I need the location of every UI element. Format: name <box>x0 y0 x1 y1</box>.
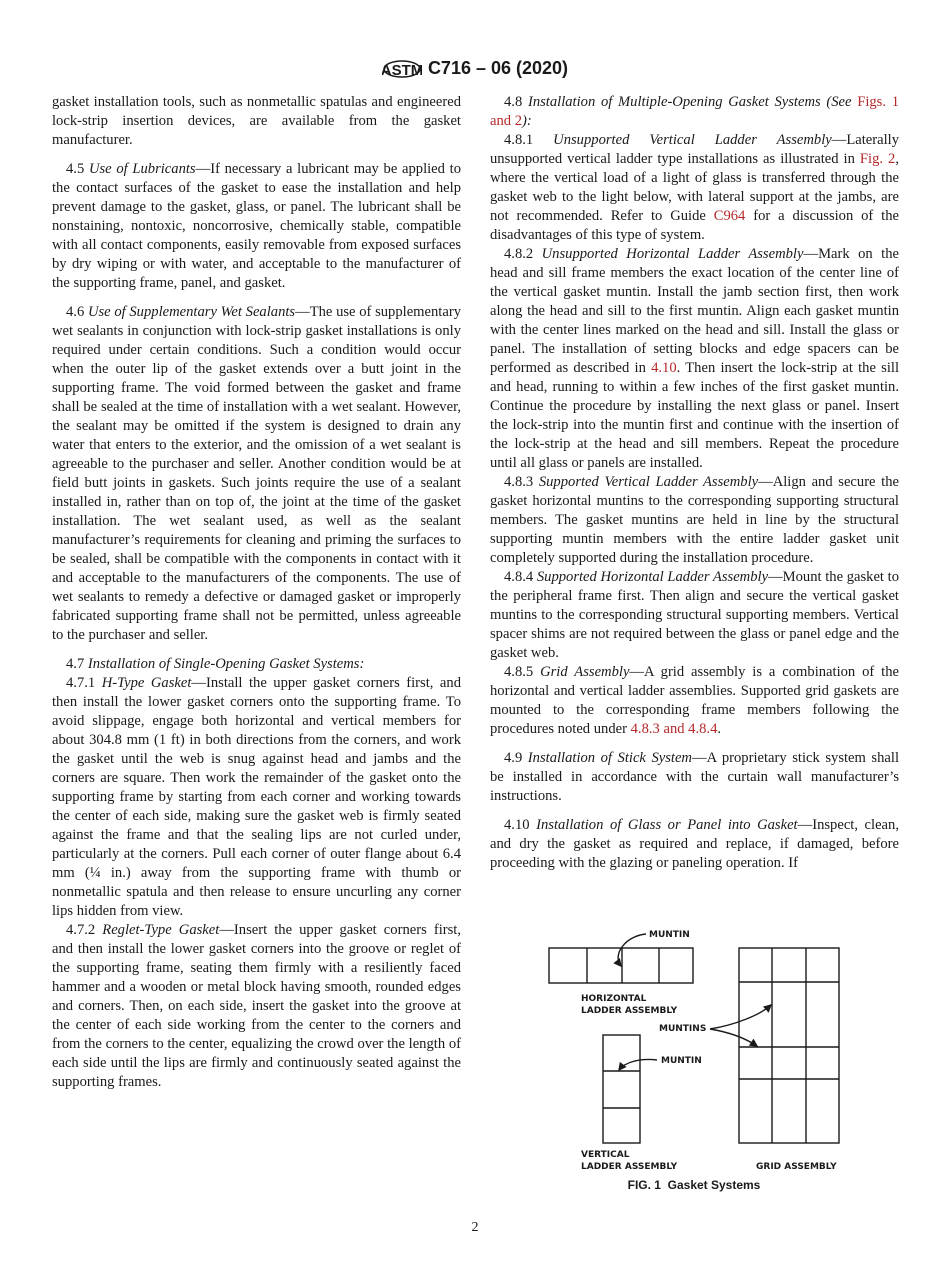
grid-label: GRID ASSEMBLY <box>756 1162 837 1172</box>
vertical-ladder-diagram <box>603 1035 657 1143</box>
standard-designation: C716 – 06 (2020) <box>427 57 569 78</box>
paragraph-4-8-1: 4.8.1 Unsupported Vertical Ladder Assembly—Laterally unsupported vertical ladder type installations as illustrated in Fig. 2, where the vertical load of a light of glass is transferred through the gasket web to the light below, with lateral support at the jambs, are not recommended. Refer to Guide C964 for a discussion of the disadvantages of this type of system. <box>490 132 899 243</box>
c964-link[interactable]: C964 <box>713 208 746 224</box>
paragraph-4-7-2: 4.7.2 Reglet-Type Gasket—Insert the upper gasket corners first, and then install the lower gasket corners into the groove or reglet of the supporting frame, seating them firmly with a resiliently faced hammer and a wooden or metal block having smooth, rounded edges and corners. Then, on each side, insert the gasket into the groove at the center of each side working from the center to the corners and from the corners to the center, equalizing the crowd over the length of each side until the lips are firmly and continuously seated against the supporting frames. <box>52 922 461 1090</box>
paragraph-4-6: 4.6 Use of Supplementary Wet Sealants—The use of supplementary wet sealants in conjunction with lock-strip gasket installations is only required under certain conditions. Such a condition would occur when the outer lip of the gasket extends over a butt joint in the supporting frame. The void formed between the gasket and frame shall be sealed at the time of installation with a wet sealant. However, the sealant may be omitted if the system is designed to drain any water that enters to the exterior, and the omission of a wet sealant is agreeable to the purchaser and seller. Another condition would be at field butt joints in gaskets. Such joints require the use of a sealant installed in, rather than on top of, the joint at the time of the gasket installation. The wet sealant used, as well as the sealant manufacturer’s requirements for cleaning and priming the surfaces to be sealed, shall be compatible with the components in contact with it and acceptable to the manufacturers of the components. The use of wet sealants to remedy a defective or damaged gasket or improperly fabricated supporting frame shall not be permitted, unless agreeable to the purchaser and seller. <box>52 304 461 643</box>
vertical-label-1: VERTICAL <box>581 1150 630 1160</box>
fig-2-link[interactable]: Fig. 2 <box>859 151 896 167</box>
page-number: 2 <box>471 1220 479 1235</box>
muntins-label: MUNTINS <box>659 1024 707 1034</box>
paragraph-4-4-tail: gasket installation tools, such as nonmetallic spatulas and engineered lock-strip insertion devices, are available from the gasket manufacturer. <box>52 94 461 148</box>
paragraph-4-7-1: 4.7.1 H-Type Gasket—Install the upper gasket corners first, and then install the lower gasket corners onto the supporting frame. To avoid slippage, engage both horizontal and vertical members for about 304.8 mm (1 ft) in both directions from the corners, and work the gasket until the web is snug against head and jambs and the corners are square. Then work the remainder of the gasket onto the supporting frame by starting from each corner and working towards the center of each side, making sure the gasket web is firmly seated against the frame and that the sealing lips are not curled under, particularly at the corners. Pull each corner of outer flange about 6.4 mm (¼ in.) away from the supporting frame with thumb or nonmetallic spatula and then release to ensure uncurling any corner lips hidden from view. <box>52 675 461 919</box>
muntin-label-top: MUNTIN <box>649 930 690 940</box>
vertical-label-2: LADDER ASSEMBLY <box>581 1162 678 1172</box>
paragraph-4-8-4: 4.8.4 Supported Horizontal Ladder Assembly—Mount the gasket to the peripheral frame first. Then align and secure the vertical gasket muntins to the corresponding structural supporting members. Vertical spacer shims are not required between the glass or panel edge and the gasket web. <box>490 569 899 661</box>
figs-1-2-link[interactable]: Figs. 1 and 2 <box>490 94 899 129</box>
paragraph-4-8: 4.8 Installation of Multiple-Opening Gasket Systems (See Figs. 1 and 2): <box>490 94 899 129</box>
paragraph-4-10: 4.10 Installation of Glass or Panel into Gasket—Inspect, clean, and dry the gasket as required and replace, if damaged, before proceeding with the glazing or paneling operation. If <box>490 817 899 871</box>
paragraph-4-9: 4.9 Installation of Stick System—A proprietary stick system shall be installed in accordance with the curtain wall manufacturer’s instructions. <box>490 750 899 804</box>
horizontal-ladder-diagram <box>549 934 693 983</box>
paragraph-4-8-2: 4.8.2 Unsupported Horizontal Ladder Assembly—Mark on the head and sill frame members the exact location of the center line of the vertical gasket muntin. Install the jamb section first, then work along the head and sill to the first muntin. Align each gasket muntin with the center lines marked on the head and sill. Install the glass or panel. The installation of setting blocks and edge spacers can be performed as described in 4.10. Then insert the lock-strip at the sill and head, running to within a few inches of the first gasket muntin. Continue the procedure by installing the next glass or panel. Insert the lock-strip into the muntin first and continue with the insertion of the lock-strip at the head and sill members. Repeat the procedure until all glass or panels are installed. <box>490 246 899 471</box>
paragraph-4-8-3: 4.8.3 Supported Vertical Ladder Assembly—Align and secure the gasket horizontal muntins to the corresponding supporting structural members. The gasket muntins are held in line by the structural supporting muntin members with the entire ladder gasket unit completely supported during the installation procedure. <box>490 474 899 566</box>
section-4-10-link[interactable]: 4.10 <box>651 360 677 376</box>
horizontal-label-1: HORIZONTAL <box>581 994 647 1004</box>
paragraph-4-8-5: 4.8.5 Grid Assembly—A grid assembly is a combination of the horizontal and vertical ladder assemblies. Supported grid gaskets are mounted to the corresponding frame members following the procedures noted under 4.8.3 and 4.8.4. <box>490 664 899 737</box>
grid-assembly-diagram <box>710 948 839 1143</box>
figure-caption: FIG. 1 Gasket Systems <box>627 1178 761 1192</box>
paragraph-4-5: 4.5 Use of Lubricants—If necessary a lubricant may be applied to the contact surfaces of the gasket to ease the installation and help prevent damage to the gasket, glass, or panel. The lubricant shall be nonstaining, nontoxic, noncorrosive, chemically stable, compatible with all contact components, easily removable from exposed surfaces by dry wiping or with water, and acceptable to the manufacturer of the supporting frame, panel, and gasket. <box>52 161 461 291</box>
muntin-label-mid: MUNTIN <box>661 1056 702 1066</box>
section-4-8-3-link[interactable]: 4.8.3 and 4.8.4 <box>630 721 718 737</box>
horizontal-label-2: LADDER ASSEMBLY <box>581 1006 678 1016</box>
paragraph-4-7: 4.7 Installation of Single-Opening Gasket Systems: <box>66 656 365 672</box>
svg-text:ASTM: ASTM <box>381 62 422 79</box>
